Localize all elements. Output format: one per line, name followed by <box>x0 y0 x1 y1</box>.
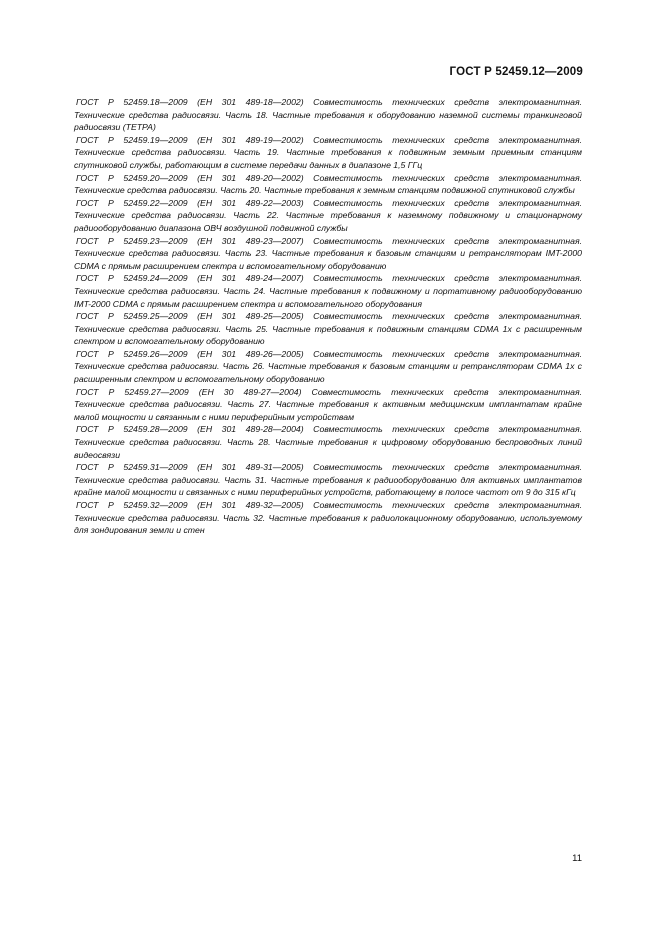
reference-entry-text: Технические средства радиосвязи. Часть 28. Частные требования к цифровому оборудованию беспроводных линий видеосвязи <box>74 437 582 460</box>
reference-entry-heading: ГОСТ Р 52459.23—2009 (ЕН 301 489-23—2007) Совместимость технических средств электромагнитная. <box>76 235 582 246</box>
reference-entry-text: Технические средства радиосвязи. Часть 18. Частные требования к оборудованию наземной системы транкинговой радиосвязи (ТЕТРА) <box>74 109 582 133</box>
reference-entry <box>74 499 582 537</box>
reference-entry-text: Технические средства радиосвязи. Часть 25. Частные требования к подвижным станциям CDMA 1x с расширенным спектром и вспомогательному оборудованию <box>74 323 582 347</box>
reference-entry-text: Технические средства радиосвязи. Часть 24. Частные требования к подвижному и портативному радиооборудованию IMT-2000 CDMA с прямым расширением спектра и вспомогательного оборудования <box>74 285 582 309</box>
reference-entry <box>74 348 582 386</box>
reference-entry <box>74 235 582 273</box>
reference-entry-heading: ГОСТ Р 52459.24—2009 (ЕН 301 489-24—2007) Совместимость технических средств электромагнитная. <box>76 273 582 284</box>
reference-entry <box>74 197 582 235</box>
reference-entry <box>74 386 582 424</box>
reference-entry-heading: ГОСТ Р 52459.26—2009 (ЕН 301 489-26—2005) Совместимость технических средств электромагнитная. <box>76 348 582 359</box>
reference-entry-text: Технические средства радиосвязи. Часть 32. Частные требования к радиолокационному оборудованию, используемому для зондирования земли и стен <box>74 512 582 536</box>
reference-entry <box>74 461 582 499</box>
reference-entry <box>74 310 582 348</box>
reference-entry <box>74 172 582 197</box>
reference-list <box>74 96 582 537</box>
reference-entry <box>74 272 582 310</box>
reference-entry-text: Технические средства радиосвязи. Часть 26. Частные требования к базовым станциям и ретрансляторам CDMA 1x с расширенным спектром и вспомогательному оборудованию <box>74 361 582 385</box>
reference-entry <box>74 96 582 134</box>
reference-entry-heading: ГОСТ Р 52459.32—2009 (ЕН 301 489-32—2005) Совместимость технических средств электромагнитная. <box>76 500 582 510</box>
reference-entry <box>74 423 582 461</box>
reference-entry-text: Технические средства радиосвязи. Часть 20. Частные требования к земным станциям подвижной спутниковой службы <box>74 185 575 196</box>
reference-entry-heading: ГОСТ Р 52459.22—2009 (ЕН 301 489-22—2003) Совместимость технических средств электромагнитная. <box>76 197 582 208</box>
reference-entry <box>74 134 582 172</box>
page-number: 11 <box>572 853 582 864</box>
reference-entry-heading: ГОСТ Р 52459.31—2009 (ЕН 301 489-31—2005) Совместимость технических средств электромагнитная. <box>76 462 582 473</box>
reference-entry-text: Технические средства радиосвязи. Часть 19. Частные требования к подвижным земным приемным станциям спутниковой службы, работающим в системе передачи данных в диапазоне 1,5 ГГц <box>74 147 582 170</box>
reference-entry-text: Технические средства радиосвязи. Часть 27. Частные требования к активным медицинским имплантатам крайне малой мощности и связанным с ними периферийным устройствам <box>74 399 582 422</box>
reference-entry-text: Технические средства радиосвязи. Часть 31. Частные требования к радиооборудованию для активных имплантатов крайне малой мощности и связанных с ними периферийных устройств, работающему в полосе частот от 9 до 315 кГц <box>74 474 582 498</box>
page-header-doc-code: ГОСТ Р 52459.12—2009 <box>449 66 583 78</box>
reference-entry-text: Технические средства радиосвязи. Часть 22. Частные требования к наземному подвижному и стационарному радиооборудованию диапазона ОВЧ воздушной подвижной службы <box>74 210 582 233</box>
reference-entry-heading: ГОСТ Р 52459.28—2009 (ЕН 301 489-28—2004) Совместимость технических средств электромагнитная. <box>76 424 582 435</box>
reference-entry-heading: ГОСТ Р 52459.19—2009 (ЕН 301 489-19—2002) Совместимость технических средств электромагнитная. <box>76 134 582 145</box>
reference-entry-text: Технические средства радиосвязи. Часть 23. Частные требования к базовым станциям и ретрансляторам IMT-2000 CDMA с прямым расширением спектра и вспомогательному оборудованию <box>74 248 582 271</box>
reference-entry-heading: ГОСТ Р 52459.18—2009 (ЕН 301 489-18—2002) Совместимость технических средств электромагнитная. <box>76 97 582 107</box>
reference-entry-heading: ГОСТ Р 52459.27—2009 (ЕН 30 489-27—2004) Совместимость технических средств электромагнитная. <box>76 386 582 397</box>
reference-entry-heading: ГОСТ Р 52459.25—2009 (ЕН 301 489-25—2005) Совместимость технических средств электромагнитная. <box>76 311 582 322</box>
reference-entry-heading: ГОСТ Р 52459.20—2009 (ЕН 301 489-20—2002) Совместимость технических средств электромагнитная. <box>76 172 582 183</box>
